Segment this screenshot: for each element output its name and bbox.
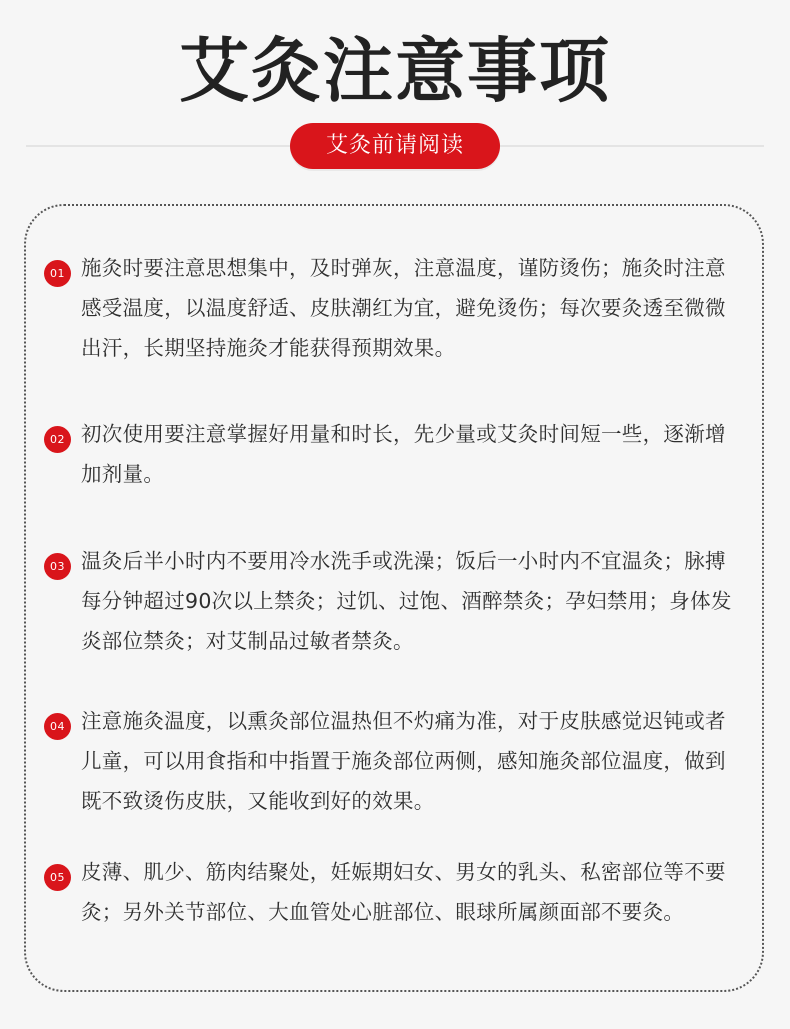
item-number-badge: 03 bbox=[44, 553, 71, 580]
page-title: 艾灸注意事项 bbox=[179, 30, 611, 112]
item-number-badge: 02 bbox=[44, 426, 71, 453]
item-number-badge: 05 bbox=[44, 864, 71, 891]
list-item-02 bbox=[44, 414, 744, 494]
item-text: 施灸时要注意思想集中，及时弹灰，注意温度，谨防烫伤；施灸时注意感受温度，以温度舒适、皮肤潮红为宜，避免烫伤；每次要灸透至微微出汗，长期坚持施灸才能获得预期效果。 bbox=[81, 256, 726, 360]
item-text: 初次使用要注意掌握好用量和时长，先少量或艾灸时间短一些，逐渐增加剂量。 bbox=[81, 422, 726, 486]
item-text: 注意施灸温度，以熏灸部位温热但不灼痛为准，对于皮肤感觉迟钝或者儿童，可以用食指和中指置于施灸部位两侧，感知施灸部位温度，做到既不致烫伤皮肤，又能收到好的效果。 bbox=[81, 709, 726, 813]
list-item-04 bbox=[44, 701, 744, 821]
item-text: 温灸后半小时内不要用冷水洗手或洗澡；饭后一小时内不宜温灸；脉搏每分钟超过90次以上禁灸；过饥、过饱、酒醉禁灸；孕妇禁用；身体发炎部位禁灸；对艾制品过敏者禁灸。 bbox=[81, 549, 732, 653]
title-rule-right bbox=[500, 145, 764, 147]
list-item-03 bbox=[44, 541, 744, 661]
list-item-05 bbox=[44, 852, 744, 932]
item-number-badge: 01 bbox=[44, 260, 71, 287]
title-rule-left bbox=[26, 145, 290, 147]
subtitle-badge: 艾灸前请阅读 bbox=[290, 123, 500, 169]
item-number-badge: 04 bbox=[44, 713, 71, 740]
item-text: 皮薄、肌少、筋肉结聚处，妊娠期妇女、男女的乳头、私密部位等不要灸；另外关节部位、大血管处心脏部位、眼球所属颜面部不要灸。 bbox=[81, 860, 726, 924]
list-item-01 bbox=[44, 248, 744, 368]
